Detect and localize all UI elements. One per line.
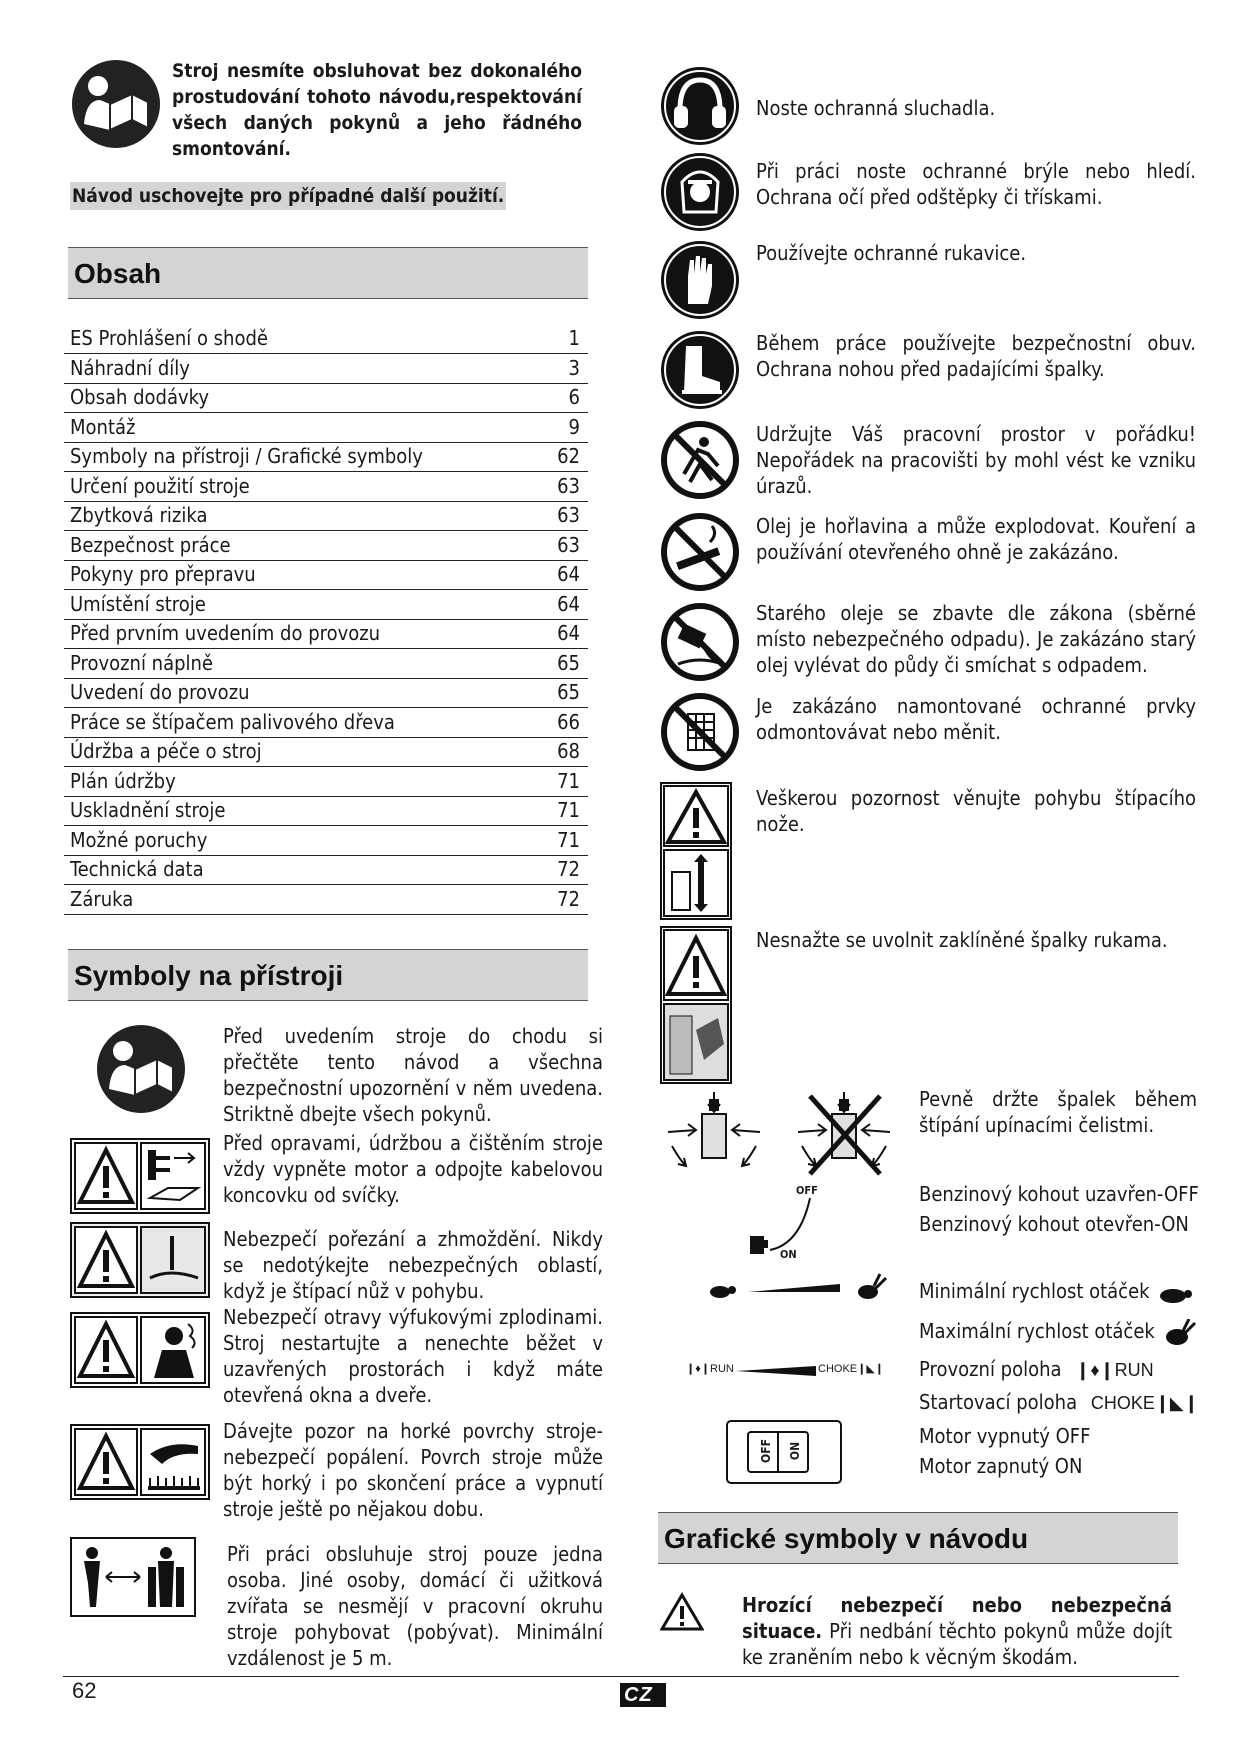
graphic-symbols-title: Grafické symboly v návodu [664,1523,1029,1554]
contents-heading [68,247,588,299]
clamping-jaws-diagram [660,1090,900,1180]
toc-row [64,354,588,384]
toc-row [64,590,588,620]
maintenance-warning-icon [70,1138,210,1214]
toc-label: Uvedení do provozu [70,680,250,704]
toc-page: 65 [557,680,580,704]
toc-page: 63 [557,473,580,498]
toc-row [64,619,588,649]
symbol-text: Dávejte pozor na horké povrchy stroje-nebezpečí popálení. Povrch stroje může být horký i po skončení práce a vypnutí stroje ještě po nějakou dobu. [223,1419,603,1521]
toc-row [64,885,588,915]
turtle-icon [1155,1282,1195,1304]
toc-row [64,855,588,885]
toc-label: Plán údržby [70,768,176,793]
switch-off-tag: OFF [758,1439,773,1463]
toc-row [64,708,588,738]
toc-row [64,678,588,708]
symbols-title: Symboly na přístroji [74,960,344,991]
knife-movement-icon [660,782,732,920]
choke-tag: CHOKE❙◣❙ [818,1363,885,1375]
symbol-text: Při práci noste ochranné brýle nebo hledí. Ochrana očí před odštěpky či třískami. [756,159,1196,209]
exhaust-hazard-icon [70,1312,210,1388]
toc-label: Montáž [70,414,136,439]
toc-label: Symboly na přístroji / Grafické symboly [70,444,423,468]
hot-surface-icon [70,1424,210,1500]
intro-warning: Stroj nesmíte obsluhovat bez dokonalého prostudování tohoto návodu,respektování všech daných pokynů a jeho řádného smontování. [172,60,582,160]
switch-on-tag: ON [788,1441,803,1461]
tidy-workspace-icon [660,420,740,500]
toc-page: 63 [557,503,580,527]
toc-row [64,324,588,354]
toc-row [64,442,588,472]
toc-label: Zbytková rizika [70,503,208,527]
toc-row [64,826,588,856]
toc-page: 63 [557,532,580,557]
toc-row [64,383,588,413]
toc-row [64,413,588,443]
ear-protection-icon [660,66,740,146]
speed-max-text [919,1318,1219,1347]
symbol-text: Před opravami, údržbou a čištěním stroje vždy vypněte motor a odpojte kabelovou koncovku od svíčky. [223,1131,603,1207]
danger-text [742,1592,1172,1670]
toc-page: 1 [568,326,580,350]
danger-bold: Hrozící nebezpečí nebo nebezpečná situace. [742,1593,1172,1643]
language-badge [620,1683,666,1707]
footer-rule [63,1676,1179,1677]
run-symbol: ❙♦❙RUN [1075,1360,1154,1380]
symbol-text: Při práci obsluhuje stroj pouze jedna osoba. Jiné osoby, domácí či užitková zvířata se nesmějí v pracovní okruhu stroje pohybovat (pobývat). Minimální vzdálenost je 5 m. [227,1542,603,1670]
toc-page: 62 [557,444,580,468]
fuel-on-text: Benzinový kohout otevřen-ON [919,1212,1189,1236]
toc-row [64,737,588,767]
fuel-cock-icon [740,1184,830,1264]
toc-row [64,501,588,531]
choke-pos-text [919,1389,1219,1416]
toc-row [64,649,588,679]
toc-label: Před prvním uvedením do provozu [70,621,381,645]
symbol-text: Pevně držte špalek během štípání upínacími čelistmi. [919,1087,1197,1137]
symbol-text: Používejte ochranné rukavice. [756,241,1027,265]
toc-page: 65 [557,650,580,675]
toc-label: Umístění stroje [70,591,206,616]
graphic-symbols-heading [658,1512,1178,1564]
symbol-text: Udržujte Váš pracovní prostor v pořádku! Nepořádek na pracovišti by mohl vést ke vzniku úrazů. [756,422,1196,498]
toc-page: 72 [557,886,580,911]
rabbit-icon [1161,1319,1197,1347]
toc-row [64,531,588,561]
toc-label: Uskladnění stroje [70,798,226,822]
page-number: 62 [72,1678,97,1703]
toc-page: 6 [568,385,580,409]
symbol-text: Starého oleje se zbavte dle zákona (sběrné místo nebezpečného odpadu). Je zakázáno starý olej vylévat do půdy či smíchat s odpadem. [756,601,1196,677]
toc-page: 72 [557,857,580,881]
toc-label: Práce se štípačem palivového dřeva [70,709,395,734]
symbol-text: Nebezpečí pořezání a zhmoždění. Nikdy se nedotýkejte nebezpečných oblastí, když je štípací nůž v pohybu. [223,1227,603,1303]
toc-page: 9 [568,414,580,439]
toc-page: 66 [557,709,580,734]
symbol-text: Během práce používejte bezpečnostní obuv. Ochrana nohou před padajícími špalky. [756,331,1196,381]
cut-hazard-icon [70,1222,210,1298]
toc-page: 71 [557,827,580,852]
choke-pos-label: Startovací poloha [919,1390,1078,1414]
language-code: CZ [624,1684,653,1706]
symbol-text: Před uvedením stroje do chodu si přečtěte tento návod a všechna bezpečnostní upozornění v něm uvedena. Striktně dbejte všech pokynů. [223,1024,603,1126]
choke-symbol: CHOKE❙◣❙ [1090,1393,1199,1413]
toc-page: 68 [557,739,580,763]
toc-label: Záruka [70,886,134,911]
toc-label: Náhradní díly [70,355,190,380]
speed-min-text [919,1278,1219,1304]
symbol-text: Noste ochranná sluchadla. [756,96,996,120]
toc-label: Obsah dodávky [70,385,209,409]
no-oil-dumping-icon [660,602,740,682]
jammed-log-icon [660,926,732,1084]
toc-page: 3 [568,355,580,380]
toc-label: Technická data [70,857,204,881]
run-choke-icon [686,1358,886,1382]
symbol-text: Nebezpečí otravy výfukovými zplodinami. Stroj nestartujte a nenechte běžet v uzavřených prostorách i když máte otevřená okna a dveře. [223,1305,603,1407]
toc-page: 71 [557,768,580,793]
toc-page: 64 [557,621,580,645]
toc-row [64,796,588,826]
toc-row [64,472,588,502]
run-tag: ❙♦❙RUN [686,1363,734,1375]
danger-detail: Při nedbání těchto pokynů může dojít ke zraněním nebo k věcným škodám. [742,1619,1172,1669]
toc-row [64,767,588,797]
keep-note-text: Návod uschovejte pro případné další použití. [72,185,505,207]
speed-min-label: Minimální rychlost otáček [919,1279,1150,1303]
fuel-off-tag: OFF [796,1184,818,1197]
toc-label: Provozní náplně [70,650,214,675]
toc-label: Možné poruchy [70,827,208,852]
toc-label: Určení použití stroje [70,473,250,498]
symbols-heading [68,949,588,1001]
keep-distance-icon [70,1537,196,1617]
no-guard-removal-icon [660,692,740,772]
symbol-text: Nesnažte se uvolnit zaklíněné špalky rukama. [756,928,1168,952]
run-pos-text [919,1356,1219,1383]
motor-off-text: Motor vypnutý OFF [919,1424,1091,1448]
engine-switch-icon [726,1420,842,1484]
symbol-text: Olej je hořlavina a může explodovat. Kouření a používání otevřeného ohně je zakázáno. [756,514,1196,564]
throttle-icon [700,1272,900,1306]
warning-triangle-icon [660,1592,704,1632]
gloves-icon [660,240,740,320]
contents-title: Obsah [74,258,162,289]
face-shield-icon [660,152,740,232]
symbol-text: Je zakázáno namontované ochranné prvky odmontovávat nebo měnit. [756,694,1196,744]
read-manual-icon [70,58,162,150]
read-manual-icon [95,1023,187,1115]
toc-page: 71 [557,798,580,822]
toc-label: Bezpečnost práce [70,532,231,557]
run-pos-label: Provozní poloha [919,1357,1062,1381]
speed-max-label: Maximální rychlost otáček [919,1319,1155,1343]
fuel-on-tag: ON [780,1248,797,1261]
toc-page: 64 [557,591,580,616]
toc-label: Údržba a péče o stroj [70,739,262,763]
toc-row [64,560,588,590]
symbol-text: Veškerou pozornost věnujte pohybu štípacího nože. [756,786,1196,836]
safety-shoes-icon [660,330,740,410]
toc-label: Pokyny pro přepravu [70,562,256,586]
toc-label: ES Prohlášení o shodě [70,326,268,350]
no-smoking-icon [660,512,740,592]
toc-page: 64 [557,562,580,586]
keep-note [70,182,506,210]
motor-on-text: Motor zapnutý ON [919,1454,1083,1478]
fuel-off-text: Benzinový kohout uzavřen-OFF [919,1182,1199,1206]
